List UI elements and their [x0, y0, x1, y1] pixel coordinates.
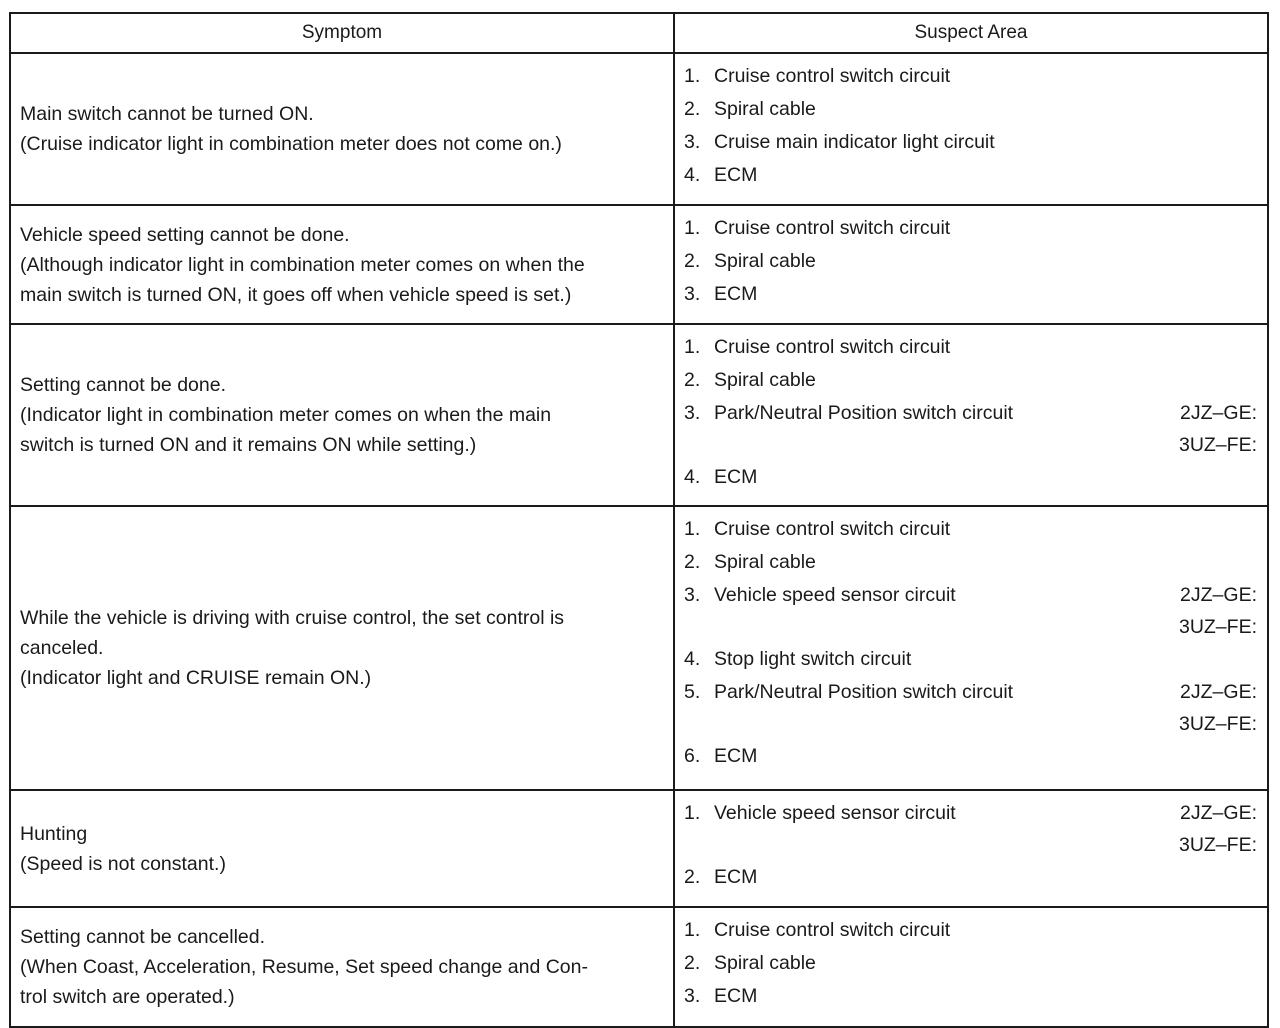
- item-text: Spiral cable: [714, 551, 816, 573]
- item-text: ECM: [714, 866, 758, 888]
- symptom-text: While the vehicle is driving with cruise control, the set control is: [20, 607, 565, 629]
- suspect-item: [684, 740, 1257, 773]
- item-number: 1.: [684, 336, 701, 358]
- symptom-text: (Indicator light in combination meter comes on when the main: [20, 404, 552, 426]
- table-row: [10, 205, 1268, 324]
- suspect-item: [684, 947, 1257, 980]
- item-number: 2.: [684, 952, 701, 974]
- item-number: 3.: [684, 402, 701, 424]
- symptom-text: (Cruise indicator light in combination meter does not come on.): [20, 133, 562, 155]
- header-suspect-area: Suspect Area: [674, 13, 1268, 53]
- item-text: ECM: [714, 466, 758, 488]
- item-number: 1.: [684, 518, 701, 540]
- item-text: Cruise control switch circuit: [714, 919, 951, 941]
- item-number: 4.: [684, 466, 701, 488]
- item-number: 2.: [684, 551, 701, 573]
- symptom-cell: [10, 53, 674, 205]
- symptom-cell: [10, 324, 674, 506]
- item-number: 6.: [684, 745, 701, 767]
- symptom-text: Hunting: [20, 822, 88, 845]
- item-text: Vehicle speed sensor circuit: [714, 802, 956, 824]
- item-number: 1.: [684, 217, 701, 239]
- item-number: 3.: [684, 283, 701, 305]
- item-text: Spiral cable: [714, 952, 816, 974]
- table-row: [10, 907, 1268, 1027]
- suspect-item: [684, 579, 1257, 643]
- symptom-text: switch is turned ON and it remains ON while setting.): [20, 434, 477, 456]
- symptom-text: (Speed is not constant.): [20, 852, 226, 875]
- suspect-item: [684, 245, 1257, 278]
- suspect-item: [684, 331, 1257, 364]
- item-number: 2.: [684, 98, 701, 120]
- engine-codes: [1179, 397, 1257, 461]
- symptom-cell: [10, 205, 674, 324]
- engine-code: 3UZ–FE:: [1178, 713, 1257, 735]
- symptom-text: (When Coast, Acceleration, Resume, Set speed change and Con-: [20, 956, 588, 978]
- item-text: Cruise control switch circuit: [714, 65, 951, 87]
- symptom-text: Setting cannot be cancelled.: [20, 926, 266, 948]
- item-number: 2.: [684, 866, 701, 888]
- suspect-item: [684, 546, 1257, 579]
- suspect-item: [684, 797, 1257, 861]
- item-number: 4.: [684, 164, 701, 186]
- item-text: Park/Neutral Position switch circuit: [714, 402, 1014, 424]
- symptom-text: main switch is turned ON, it goes off when vehicle speed is set.): [20, 283, 572, 306]
- symptom-text: Setting cannot be done.: [20, 374, 226, 396]
- symptom-cell: [10, 790, 674, 907]
- symptom-text: Main switch cannot be turned ON.: [20, 103, 314, 125]
- symptom-text: trol switch are operated.): [20, 986, 235, 1008]
- engine-codes: [1179, 797, 1257, 861]
- engine-code: 2JZ–GE:: [1180, 681, 1257, 703]
- engine-code: 3UZ–FE:: [1178, 616, 1257, 638]
- suspect-item: [684, 159, 1257, 192]
- suspect-area-cell: [674, 790, 1268, 907]
- item-number: 2.: [684, 250, 701, 272]
- symptom-text: (Although indicator light in combination meter comes on when the: [20, 253, 585, 276]
- symptom-text: canceled.: [20, 637, 104, 659]
- table-header: [10, 13, 1268, 53]
- item-text: Stop light switch circuit: [714, 648, 912, 670]
- suspect-area-cell: [674, 324, 1268, 506]
- item-text: ECM: [714, 164, 758, 186]
- item-number: 5.: [684, 681, 701, 703]
- symptom-text: Vehicle speed setting cannot be done.: [20, 223, 350, 246]
- suspect-item: [684, 461, 1257, 494]
- suspect-item: [684, 643, 1257, 676]
- header-symptom: Symptom: [10, 13, 674, 53]
- table-row: [10, 506, 1268, 790]
- suspect-area-cell: [674, 907, 1268, 1027]
- symptom-text: (Indicator light and CRUISE remain ON.): [20, 667, 372, 689]
- suspect-area-cell: [674, 53, 1268, 205]
- item-text: Vehicle speed sensor circuit: [714, 584, 956, 606]
- troubleshooting-table: [9, 12, 1269, 1028]
- item-number: 1.: [684, 802, 701, 824]
- item-text: Cruise control switch circuit: [714, 336, 951, 358]
- symptom-cell: [10, 506, 674, 790]
- table-row: [10, 790, 1268, 907]
- item-number: 3.: [684, 131, 701, 153]
- engine-code: 2JZ–GE:: [1180, 584, 1257, 606]
- item-text: Spiral cable: [714, 98, 816, 120]
- suspect-item: [684, 980, 1257, 1013]
- item-text: Park/Neutral Position switch circuit: [714, 681, 1014, 703]
- item-number: 3.: [684, 985, 701, 1007]
- engine-code: 2JZ–GE:: [1180, 402, 1257, 424]
- suspect-item: [684, 861, 1257, 894]
- item-number: 1.: [684, 919, 701, 941]
- suspect-item: [684, 676, 1257, 740]
- table-row: [10, 324, 1268, 506]
- suspect-area-cell: [674, 506, 1268, 790]
- suspect-item: [684, 93, 1257, 126]
- suspect-item: [684, 364, 1257, 397]
- item-text: Cruise control switch circuit: [714, 518, 951, 540]
- engine-code: 3UZ–FE:: [1178, 834, 1257, 856]
- suspect-area-cell: [674, 205, 1268, 324]
- item-text: ECM: [714, 283, 758, 305]
- item-text: Cruise control switch circuit: [714, 217, 951, 239]
- item-number: 2.: [684, 369, 701, 391]
- item-text: Spiral cable: [714, 369, 816, 391]
- engine-codes: [1179, 579, 1257, 643]
- suspect-item: [684, 126, 1257, 159]
- suspect-item: [684, 212, 1257, 245]
- suspect-item: [684, 278, 1257, 311]
- engine-code: 3UZ–FE:: [1178, 434, 1257, 456]
- item-text: ECM: [714, 985, 758, 1007]
- symptom-cell: [10, 907, 674, 1027]
- table-row: [10, 53, 1268, 205]
- suspect-item: [684, 513, 1257, 546]
- suspect-item: [684, 60, 1257, 93]
- item-number: 4.: [684, 648, 701, 670]
- item-text: ECM: [714, 745, 758, 767]
- item-text: Spiral cable: [714, 250, 816, 272]
- suspect-item: [684, 914, 1257, 947]
- suspect-item: [684, 397, 1257, 461]
- item-text: Cruise main indicator light circuit: [714, 131, 995, 153]
- engine-code: 2JZ–GE:: [1180, 802, 1257, 824]
- item-number: 3.: [684, 584, 701, 606]
- item-number: 1.: [684, 65, 701, 87]
- engine-codes: [1179, 676, 1257, 740]
